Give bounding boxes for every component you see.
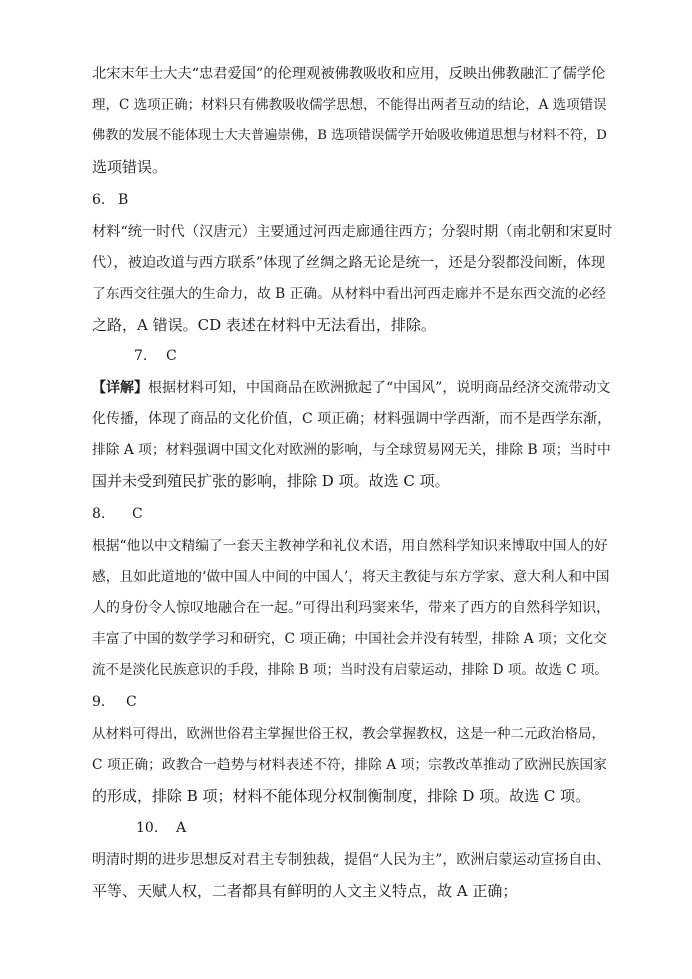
- q6-line-1: 材料“统一时代（汉唐元）主要通过河西走廊通往西方；分裂时期（南北朝和宋夏时: [92, 224, 613, 240]
- q8-line-4: 丰富了中国的数学学习和研究，C 项正确；中国社会并没有转型，排除 A 项；文化交: [92, 631, 607, 647]
- q7-line-1-text: 根据材料可知，中国商品在欧洲掀起了“中国风”，说明商品经济交流带动文: [148, 380, 611, 396]
- q9-line-2: C 项正确；政教合一趋势与材料表述不符，排除 A 项；宗教改革推动了欧洲民族国家: [92, 757, 607, 773]
- q5-line-1: 北宋末年士大夫“忠君爱国”的伦理观被佛教吸收和应用，反映出佛教融汇了儒学伦: [92, 66, 606, 82]
- q10-answer: A: [176, 820, 187, 836]
- q9-answer: C: [126, 694, 137, 710]
- q7-line-1: [92, 378, 612, 398]
- q6-line-2: 代），被迫改道与西方联系”体现了丝绸之路无论是统一，还是分裂都没间断，体现: [92, 255, 606, 271]
- q5-line-2: 理，C 选项正确；材料只有佛教吸收儒学思想，不能得出两者互动的结论，A 选项错误: [92, 97, 607, 113]
- q8-line-3: 人的身份令人惊叹地融合在一起。”可得出利玛窦来华，带来了西方的自然科学知识，: [92, 600, 611, 616]
- q7-line-2: 化传播，体现了商品的文化价值，C 项正确；材料强调中学西渐，而不是西学东渐，: [92, 411, 612, 427]
- q7-line-4: 国并未受到殖民扩张的影响，排除 D 项。故选 C 项。: [92, 472, 450, 490]
- q9-line-1: 从材料可得出，欧洲世俗君主掌握世俗王权，教会掌握教权，这是一种二元政治格局，: [92, 726, 605, 742]
- q6-line-4: 之路，A 错误。CD 表述在材料中无法看出，排除。: [92, 316, 436, 334]
- q8-answer: C: [132, 506, 143, 522]
- q8-line-2: 感，且如此道地的‘做中国人中间的中国人’，将天主教徒与东方学家、意大利人和中国: [92, 569, 610, 585]
- q7-label: 【详解】: [92, 380, 148, 396]
- q7-line-3: 排除 A 项；材料强调中国文化对欧洲的影响，与全球贸易网无关，排除 B 项；当时中: [92, 442, 611, 458]
- q9-line-3: 的形成，排除 B 项；材料不能体现分权制衡制度，排除 D 项。故选 C 项。: [92, 787, 591, 805]
- q6-number: 6.: [92, 192, 106, 208]
- q5-line-4: 选项错误。: [92, 158, 168, 176]
- q7-number: 7.: [134, 348, 148, 364]
- q10-number: 10.: [136, 820, 159, 836]
- q6-line-3: 了东西交往强大的生命力，故 B 正确。从材料中看出河西走廊并不是东西交流的必经: [92, 286, 606, 302]
- q8-line-5: 流不是淡化民族意识的手段，排除 B 项；当时没有启蒙运动，排除 D 项。故选 C 项。: [92, 662, 608, 678]
- q9-number: 9.: [92, 694, 106, 710]
- q8-number: 8.: [92, 506, 106, 522]
- q8-line-1: 根据“他以中文精编了一套天主教神学和礼仪术语，用自然科学知识来博取中国人的好: [92, 538, 608, 554]
- q10-line-1: 明清时期的进步思想反对君主专制独裁，提倡“人民为主”，欧洲启蒙运动宣扬自由、: [92, 852, 611, 868]
- q7-answer: C: [166, 348, 177, 364]
- q5-line-3: 佛教的发展不能体现士大夫普遍崇佛，B 选项错误儒学开始吸收佛道思想与材料不符，D: [92, 128, 607, 143]
- q10-line-2: 平等、天赋人权，二者都具有鲜明的人文主义特点，故 A 正确；: [92, 882, 518, 900]
- q6-answer: B: [118, 192, 129, 208]
